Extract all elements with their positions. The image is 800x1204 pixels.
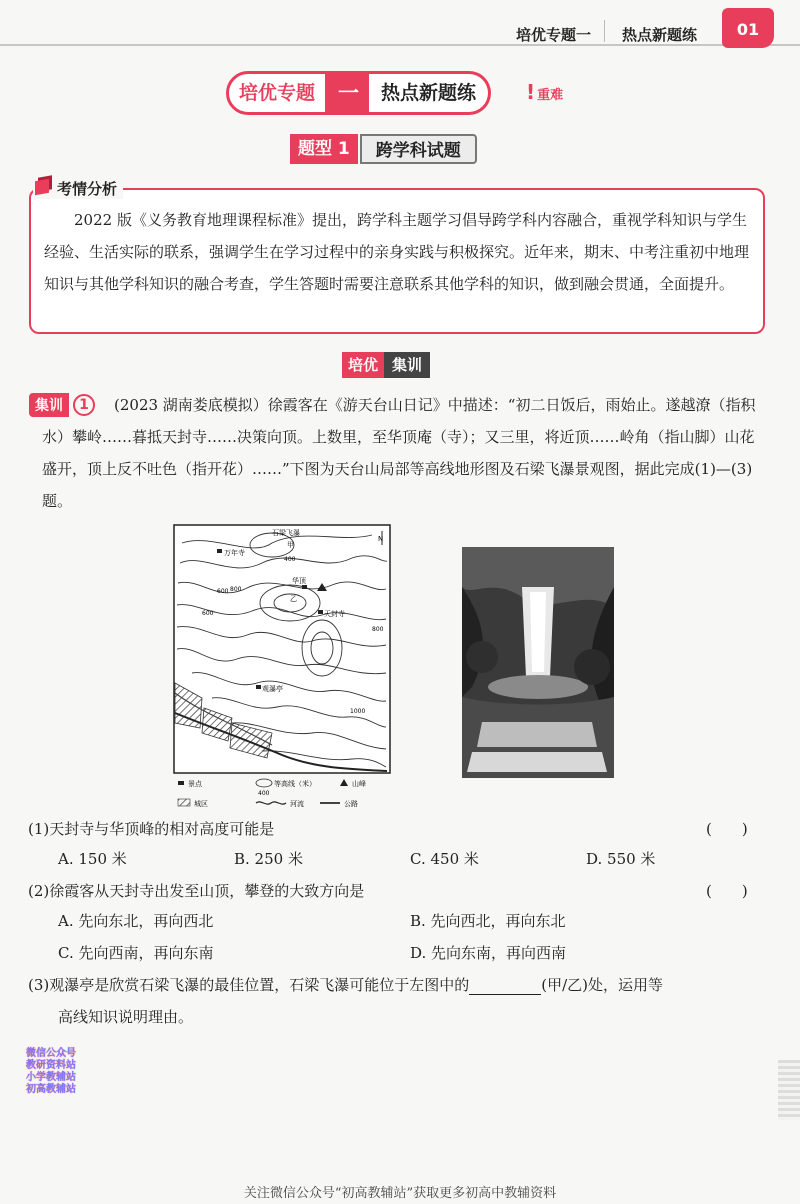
option-1d: D. 550 米 bbox=[586, 850, 656, 868]
sub-question-3-after: (甲/乙)处，运用等 bbox=[541, 976, 664, 994]
contour-map bbox=[172, 523, 392, 815]
sub-question-2: (2)徐霞客从天封寺出发至山顶，攀登的大致方向是 bbox=[28, 882, 365, 900]
option-1c: C. 450 米 bbox=[410, 850, 479, 868]
sub-question-3-line2: 高线知识说明理由。 bbox=[58, 1008, 194, 1026]
analysis-heading bbox=[33, 178, 123, 199]
section-title bbox=[342, 352, 430, 378]
legend-peak: 山峰 bbox=[352, 780, 366, 788]
legend-contour: 等高线（米） bbox=[274, 780, 316, 788]
type-number: 题型 1 bbox=[290, 134, 358, 164]
banner-part2: 一 bbox=[328, 71, 369, 115]
watermark-line: 小学教辅站 bbox=[26, 1072, 76, 1083]
spot-icon bbox=[302, 585, 307, 589]
waterfall-photo bbox=[462, 547, 614, 778]
page-header bbox=[0, 0, 800, 50]
watermark-line: 微信公众号 bbox=[26, 1048, 76, 1059]
watermark-stamp bbox=[26, 1048, 76, 1096]
question-number: 1 bbox=[73, 394, 95, 416]
label-tianfeng: 天封寺 bbox=[324, 610, 345, 618]
answer-bracket-2: ( ) bbox=[706, 882, 748, 900]
spot-icon bbox=[318, 610, 323, 614]
question-type-label bbox=[290, 134, 477, 164]
contour-map-svg bbox=[172, 523, 392, 815]
option-2a: A. 先向东北，再向西北 bbox=[58, 912, 214, 930]
watermark-line: 初高教辅站 bbox=[26, 1084, 76, 1095]
header-divider bbox=[604, 20, 605, 42]
question-text: (2023 湖南娄底模拟）徐霞客在《游天台山日记》中描述：“初二日饭后，雨始止。遂越潦（指积水）攀岭……暮抵天封寺……决策向顶。上数里，至华顶庵（寺）；又三里，将近顶……岭角（指山脚）山花盛开，顶上反不吐色（指开花）……”下图为天台山局部等高线地形图及石梁飞瀑景观图，据此完成(1)—(3)题。 bbox=[42, 396, 756, 510]
answer-bracket-1: ( ) bbox=[706, 820, 748, 838]
answer-blank[interactable] bbox=[469, 978, 541, 995]
question-tag-label: 集训 bbox=[29, 393, 69, 417]
header-section: 热点新题练 bbox=[622, 26, 698, 44]
sub-question-3 bbox=[28, 974, 768, 995]
legend-city: 城区 bbox=[194, 800, 208, 808]
analysis-heading-text: 考情分析 bbox=[57, 180, 118, 198]
page-number: 01 bbox=[722, 8, 774, 48]
label-shiliang: 石梁飞瀑 bbox=[272, 529, 300, 537]
topic-banner bbox=[226, 72, 491, 114]
page-edge-shadow bbox=[778, 1060, 800, 1120]
label-wannian: 万年寺 bbox=[224, 549, 245, 557]
difficulty-tag-label: 重难 bbox=[537, 88, 564, 103]
option-2b: B. 先向西北，再向东北 bbox=[410, 912, 566, 930]
option-1a: A. 150 米 bbox=[58, 850, 127, 868]
label-guanpu: 观瀑亭 bbox=[262, 685, 283, 693]
legend-contour-val: 400 bbox=[258, 790, 270, 797]
section-title-part1: 培优 bbox=[342, 352, 384, 378]
footer-note: 关注微信公众号“初高教辅站”获取更多初高中教辅资料 bbox=[243, 1186, 557, 1201]
north-label: N bbox=[378, 535, 384, 543]
banner-part3: 热点新题练 bbox=[369, 71, 491, 115]
sub-question-3-before: (3)观瀑亭是欣赏石梁飞瀑的最佳位置，石梁飞瀑可能位于左图中的 bbox=[28, 976, 470, 994]
exclamation-icon: ! bbox=[526, 80, 536, 104]
waterfall-image-svg bbox=[462, 547, 614, 778]
question-tag bbox=[29, 393, 95, 417]
legend-road: 公路 bbox=[344, 800, 358, 808]
watermark-line: 教研资料站 bbox=[26, 1060, 76, 1071]
option-2d: D. 先向东南，再向西南 bbox=[410, 944, 567, 962]
type-name: 跨学科试题 bbox=[360, 134, 477, 164]
label-jia: 甲 bbox=[287, 541, 294, 549]
contour-label-400: 400 bbox=[284, 556, 296, 563]
spot-icon bbox=[256, 685, 261, 689]
sub-question-1: (1)天封寺与华顶峰的相对高度可能是 bbox=[28, 820, 275, 838]
banner-part1: 培优专题 bbox=[226, 71, 328, 115]
option-1b: B. 250 米 bbox=[234, 850, 303, 868]
header-rule bbox=[0, 44, 800, 46]
spot-icon bbox=[217, 549, 222, 553]
contour-label-1000: 1000 bbox=[350, 708, 366, 715]
contour-label-600b: 600 bbox=[202, 610, 214, 617]
section-title-part2: 集训 bbox=[384, 352, 430, 378]
option-2c: C. 先向西南，再向东南 bbox=[58, 944, 214, 962]
difficulty-tag bbox=[526, 80, 563, 104]
legend-river: 河流 bbox=[290, 800, 304, 808]
contour-label-800a: 800 bbox=[230, 586, 242, 593]
header-topic: 培优专题一 bbox=[516, 26, 592, 44]
map-legend bbox=[178, 779, 366, 808]
label-yi: 乙 bbox=[290, 595, 297, 603]
cube-icon bbox=[35, 179, 49, 195]
contour-label-600a: 600 bbox=[217, 588, 229, 595]
analysis-text: 2022 版《义务教育地理课程标准》提出，跨学科主题学习倡导跨学科内容融合，重视学科知识与学生经验、生活实际的联系，强调学生在学习过程中的亲身实践与积极探究。近年来，期末、中考注重初中地理知识与其他学科知识的融合考查，学生答题时需要注意联系其他学科的知识，做到融会贯通，全面提升。 bbox=[44, 211, 750, 293]
legend-spot: 景点 bbox=[188, 780, 202, 788]
label-huading: 华顶 bbox=[292, 577, 306, 585]
contour-label-800b: 800 bbox=[372, 626, 384, 633]
